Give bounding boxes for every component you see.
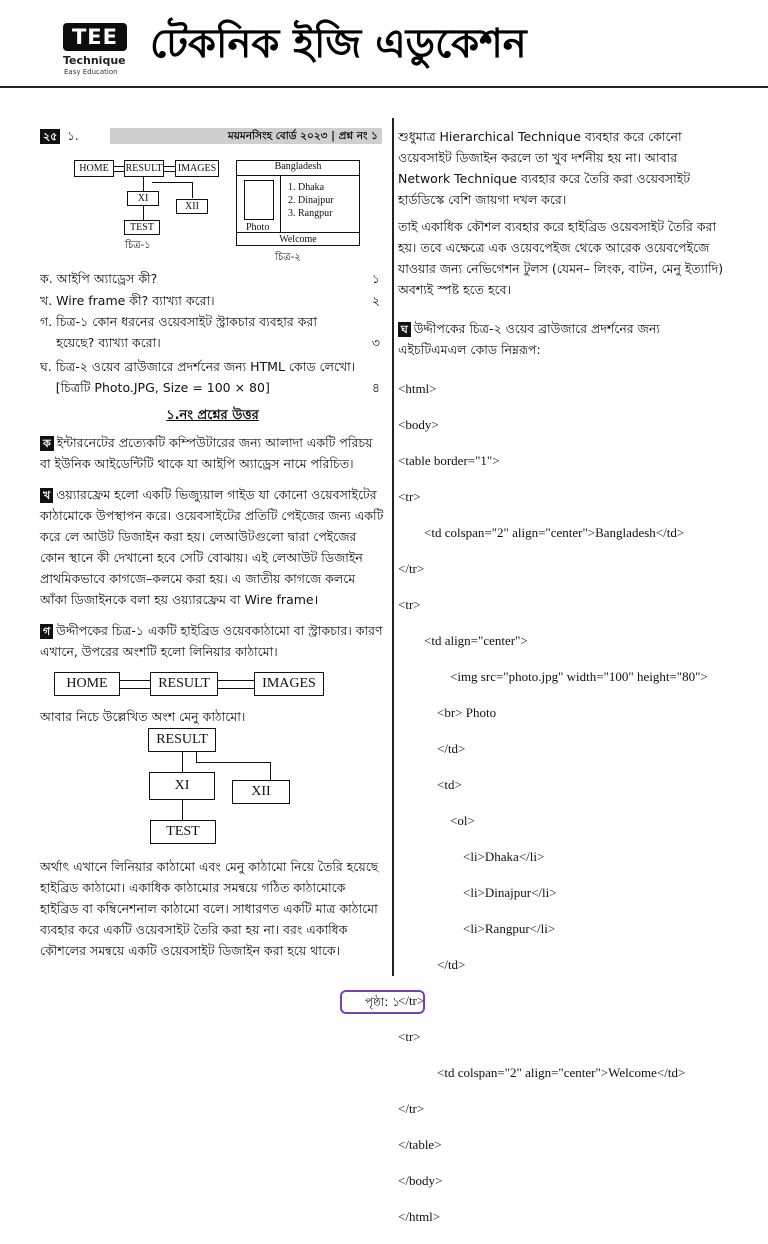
fig2-item: 1. Dhaka [288, 182, 325, 193]
item-text: Wire frame কী? ব্যাখ্যা করো। [56, 293, 215, 308]
code-line: <td colspan="2" align="center">Bangladesh</td> [398, 525, 685, 540]
code-line: <li>Dinajpur</li> [398, 885, 557, 900]
linear-result: RESULT [150, 672, 218, 696]
code-line: </body> [398, 1173, 443, 1188]
menu-intro: আবার নিচে উল্লেখিত অংশ মেনু কাঠামো। [40, 709, 246, 724]
fig2-caption: চিত্র-২ [275, 252, 301, 263]
page-number: পৃষ্ঠা: ১ [340, 990, 425, 1014]
logo-tagline: Easy Education [64, 68, 118, 76]
tree-xii: XII [232, 780, 290, 804]
ga-conclusion: অর্থাৎ এখানে লিনিয়ার কাঠামো এবং মেনু কাঠামো নিয়ে তৈরি হয়েছে হাইব্রিড কাঠামো। একাধিক কাঠামোর সমন্বয়ে গঠিত কাঠামোকে হাইব্রিড বা কম্বিনেশনাল কাঠামো বলে। সাধারণত একটি মাত্র কাঠামো ব্যবহার করে একটি ওয়েবসাইট তৈরি করা হয় না। বরং একাধিক কৌশলের সমন্বয়ে একটি ওয়েবসাইট ডিজাইন করা হয়ে থাকে। [40, 859, 379, 958]
item-mark: ৩ [371, 335, 380, 350]
page-title: টেকনিক ইজি এডুকেশন [150, 21, 527, 67]
code-line: </td> [398, 957, 466, 972]
fig1-images: IMAGES [175, 160, 219, 177]
item-text: চিত্র-১ কোন ধরনের ওয়েবসাইট স্ট্রাকচার ব্যবহার করা হয়েছে? ব্যাখ্যা করো। [56, 314, 317, 350]
fig1-xi: XI [127, 191, 159, 206]
item-label: খ. [40, 293, 53, 308]
code-line: <html> [398, 381, 437, 396]
item-label: ক. [40, 271, 53, 286]
answer-text: ইন্টারনেটের প্রত্যেকটি কম্পিউটারের জন্য আলাদা একটি পরিচয় বা ইউনিক আইডেন্টিটি থাকে যা আইপি অ্যাড্রেস নামে পরিচিত। [40, 435, 373, 471]
item-text: চিত্র-২ ওয়েব ব্রাউজারে প্রদর্শনের জন্য HTML কোড লেখো। [চিত্রটি Photo.JPG, Size = 100 × 80] [55, 359, 356, 395]
fig1-xii: XII [176, 199, 208, 214]
question-sub: ১. [67, 129, 79, 143]
answer-label: ঘ [398, 322, 411, 337]
code-line: </table> [398, 1137, 442, 1152]
board-label: ময়মনসিংহ বোর্ড ২০২৩ | প্রশ্ন নং ১ [110, 128, 382, 144]
code-line: <table border="1"> [398, 453, 500, 468]
fig1-test: TEST [124, 220, 160, 235]
item-mark: ১ [371, 271, 380, 286]
fig2-item: 2. Dinajpur [288, 195, 334, 206]
fig1-home: HOME [74, 160, 114, 177]
code-line: </tr> [398, 1101, 425, 1116]
question-item [40, 290, 380, 311]
code-line: <td> [398, 777, 462, 792]
answer-label: ক [40, 436, 54, 451]
item-label: গ. [40, 314, 53, 329]
answer-ka [40, 432, 385, 474]
linear-images: IMAGES [254, 672, 324, 696]
item-label: ঘ. [40, 359, 52, 374]
code-line: <td colspan="2" align="center">Welcome</td> [398, 1065, 686, 1080]
code-line: <li>Rangpur</li> [398, 921, 556, 936]
html-code-block [398, 362, 708, 1244]
code-line: <td align="center"> [398, 633, 528, 648]
question-header [40, 126, 385, 146]
code-line: <body> [398, 417, 439, 432]
answer-text: উদ্দীপকের চিত্র-২ ওয়েব ব্রাউজারে প্রদর্শনের জন্য এইচটিএমএল কোড নিম্নরূপ: [398, 321, 660, 357]
code-line: <tr> [398, 1029, 421, 1044]
fig2-footer: Welcome [236, 232, 360, 247]
code-line: </td> [398, 741, 466, 756]
fig2-list [288, 181, 334, 220]
logo-subtitle: Technique [63, 54, 126, 67]
linear-home: HOME [54, 672, 120, 696]
fig1-caption: চিত্র-১ [125, 240, 151, 251]
right-paragraph-2: তাই একাধিক কৌশল ব্যবহার করে হাইব্রিড ওয়েবসাইট তৈরি করা হয়। তবে এক্ষেত্রে এক ওয়েবপেইজ থেকে আরেক ওয়েবপেইজে যাওয়ার জন্য নেভিগেশন টুলস (যেমন– লিংক, বাটন, মেনু ইত্যাদি) অবশ্যই স্পষ্ট হতে হবে। [398, 219, 724, 297]
code-line: <ol> [398, 813, 475, 828]
answer-gha [398, 318, 728, 360]
code-line: <tr> [398, 597, 421, 612]
item-mark: ২ [371, 293, 380, 308]
fig2-photo-box [244, 180, 274, 220]
answer-ga [40, 620, 385, 662]
code-line: <li>Dhaka</li> [398, 849, 545, 864]
answer-label: গ [40, 624, 53, 639]
logo [63, 23, 127, 51]
tree-result: RESULT [148, 728, 216, 752]
right-paragraph-1: শুধুমাত্র Hierarchical Technique ব্যবহার করে কোনো ওয়েবসাইট ডিজাইন করলে তা খুব দর্শনীয় হয় না। আবার Network Technique ব্যবহার করে তৈরি করা ওয়েবসাইট হার্ডডিস্কে বেশি জায়গা দখল করে। [398, 129, 691, 207]
question-item [40, 356, 380, 398]
tree-xi: XI [149, 772, 215, 800]
column-divider [392, 118, 394, 976]
item-mark: ৪ [371, 380, 380, 395]
fig2-header: Bangladesh [236, 160, 360, 176]
code-line: </tr> [398, 561, 425, 576]
code-line: <br> Photo [398, 705, 497, 720]
code-line: </tr> [398, 993, 425, 1008]
answer-text: ওয়্যারফ্রেম হলো একটি ভিজ্যুয়াল গাইড যা কোনো ওয়েবসাইটের কাঠামোকে উপস্থাপন করে। ওয়েবসাইটের প্রতিটি পেইজের জন্য একটি করে লে আউট ডিজাইন করা হয়। লেআউটগুলো দ্বারা পেইজের কোন স্থানে কী দেখানো হবে সেটি বোঝায়। এই লেআউট ডিজাইন প্রাথমিকভাবে কাগজে–কলমে করা হয়। এ জাতীয় কাগজে কলমে আঁকা ডিজাইনকে বলা হয় ওয়্যারফ্রেম বা Wire frame। [40, 487, 384, 607]
answer-kha [40, 484, 385, 610]
question-item [40, 268, 380, 289]
code-line: </html> [398, 1209, 441, 1224]
fig1-result: RESULT [124, 160, 164, 177]
answer-heading: ১.নং প্রশ্নের উত্তর [166, 408, 259, 423]
item-text: আইপি অ্যাড্রেস কী? [56, 271, 158, 286]
question-number: ২৫ [40, 129, 60, 144]
fig2-photo-label: Photo [246, 222, 270, 233]
answer-text: উদ্দীপকের চিত্র-১ একটি হাইব্রিড ওয়েবকাঠামো বা স্ট্রাকচার। কারণ এখানে, উপরের অংশটি হলো লিনিয়ার কাঠামো। [40, 623, 383, 659]
header-rule [0, 86, 768, 88]
answer-label: খ [40, 488, 53, 503]
code-line: <img src="photo.jpg" width="100" height="80"> [398, 669, 708, 684]
question-item [40, 311, 380, 353]
logo-text: TEE [71, 25, 118, 49]
fig2-item: 3. Rangpur [288, 208, 333, 219]
code-line: <tr> [398, 489, 421, 504]
tree-test: TEST [150, 820, 216, 844]
